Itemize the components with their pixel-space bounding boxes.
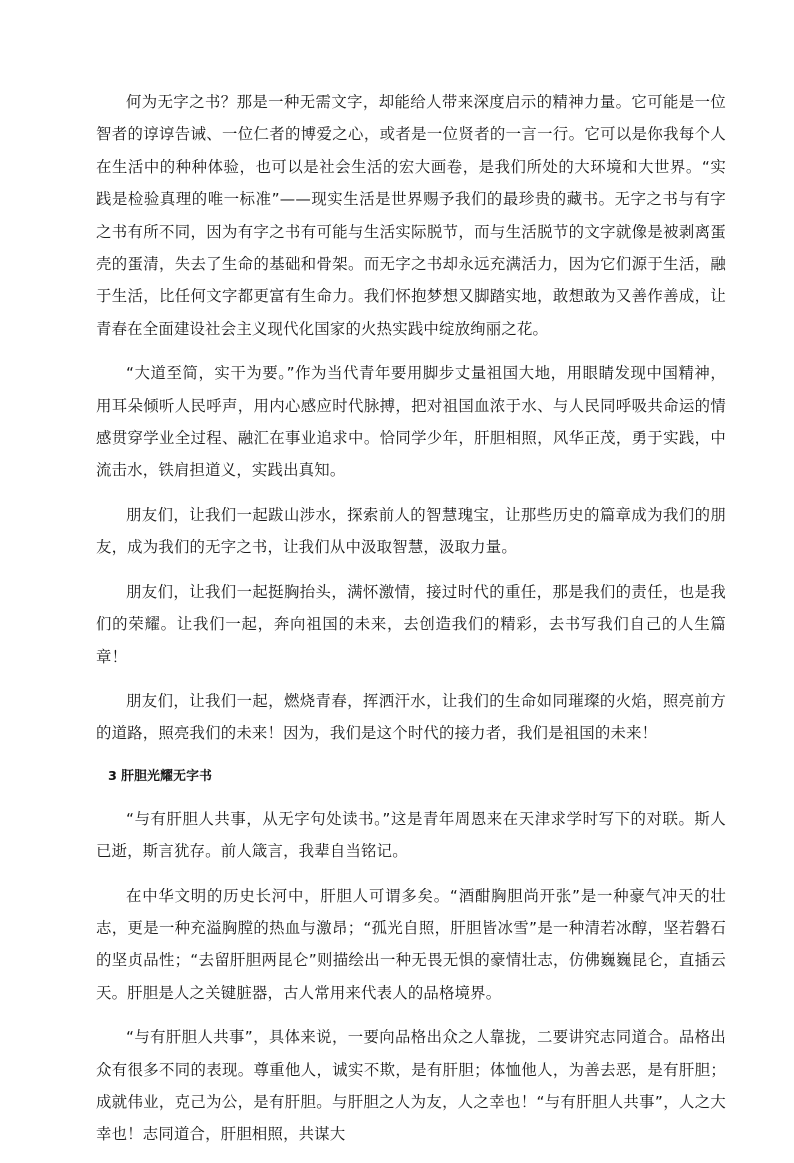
paragraph: “与有肝胆人共事，从无字句处读书。”这是青年周恩来在天津求学时写下的对联。斯人已逝，斯言犹存。前人箴言，我辈自当铭记。 (96, 809, 726, 861)
paragraph: 朋友们，让我们一起跋山涉水，探索前人的智慧瑰宝，让那些历史的篇章成为我们的朋友，成为我们的无字之书，让我们从中汲取智慧，汲取力量。 (96, 505, 726, 557)
paragraph: 在中华文明的历史长河中，肝胆人可谓多矣。“酒酣胸胆尚开张”是一种豪气冲天的壮志，更是一种充溢胸膛的热血与激昂；“孤光自照，肝胆皆冰雪”是一种清若冰醇，坚若磐石的坚贞品性；“去留肝胆两昆仑”则描绘出一种无畏无惧的豪情壮志，仿佛巍巍昆仑，直插云天。肝胆是人之关键脏器，古人常用来代表人的品格境界。 (96, 886, 726, 1002)
section-heading (96, 762, 726, 792)
paragraph: 何为无字之书？那是一种无需文字，却能给人带来深度启示的精神力量。它可能是一位智者的谆谆告诫、一位仁者的博爱之心，或者是一位贤者的一言一行。它可以是你我每个人在生活中的种种体验，也可以是社会生活的宏大画卷，是我们所处的大环境和大世界。“实践是检验真理的唯一标准”——现实生活是世界赐予我们的最珍贵的藏书。无字之书与有字之书有所不同，因为有字之书有可能与生活实际脱节，而与生活脱节的文字就像是被剥离蛋壳的蛋清，失去了生命的基础和骨架。而无字之书却永远充满活力，因为它们源于生活，融于生活，比任何文字都更富有生命力。我们怀抱梦想又脚踏实地，敢想敢为又善作善成，让青春在全面建设社会主义现代化国家的火热实践中绽放绚丽之花。 (96, 93, 726, 338)
section-number: 3 (108, 768, 118, 784)
paragraph: “大道至简，实干为要。”作为当代青年要用脚步丈量祖国大地，用眼睛发现中国精神，用耳朵倾听人民呼声，用内心感应时代脉搏，把对祖国血浓于水、与人民同呼吸共命运的情感贯穿学业全过程、融汇在事业追求中。恰同学少年，肝胆相照，风华正茂，勇于实践，中流击水，铁肩担道义，实践出真知。 (96, 364, 726, 480)
paragraph: “与有肝胆人共事”，具体来说，一要向品格出众之人靠拢，二要讲究志同道合。品格出众有很多不同的表现。尊重他人，诚实不欺，是有肝胆；体恤他人，为善去恶，是有肝胆；成就伟业，克己为公，是有肝胆。与肝胆之人为友，人之幸也！“与有肝胆人共事”，人之大幸也！志同道合，肝胆相照，共谋大 (96, 1028, 726, 1144)
paragraph: 朋友们，让我们一起，燃烧青春，挥洒汗水，让我们的生命如同璀璨的火焰，照亮前方的道路，照亮我们的未来！因为，我们是这个时代的接力者，我们是祖国的未来！ (96, 691, 726, 743)
section-title: 肝胆光耀无字书 (121, 768, 213, 784)
paragraph: 朋友们，让我们一起挺胸抬头，满怀激情，接过时代的重任，那是我们的责任，也是我们的荣耀。让我们一起，奔向祖国的未来，去创造我们的精彩，去书写我们自己的人生篇章！ (96, 582, 726, 666)
document-body (96, 86, 726, 1163)
